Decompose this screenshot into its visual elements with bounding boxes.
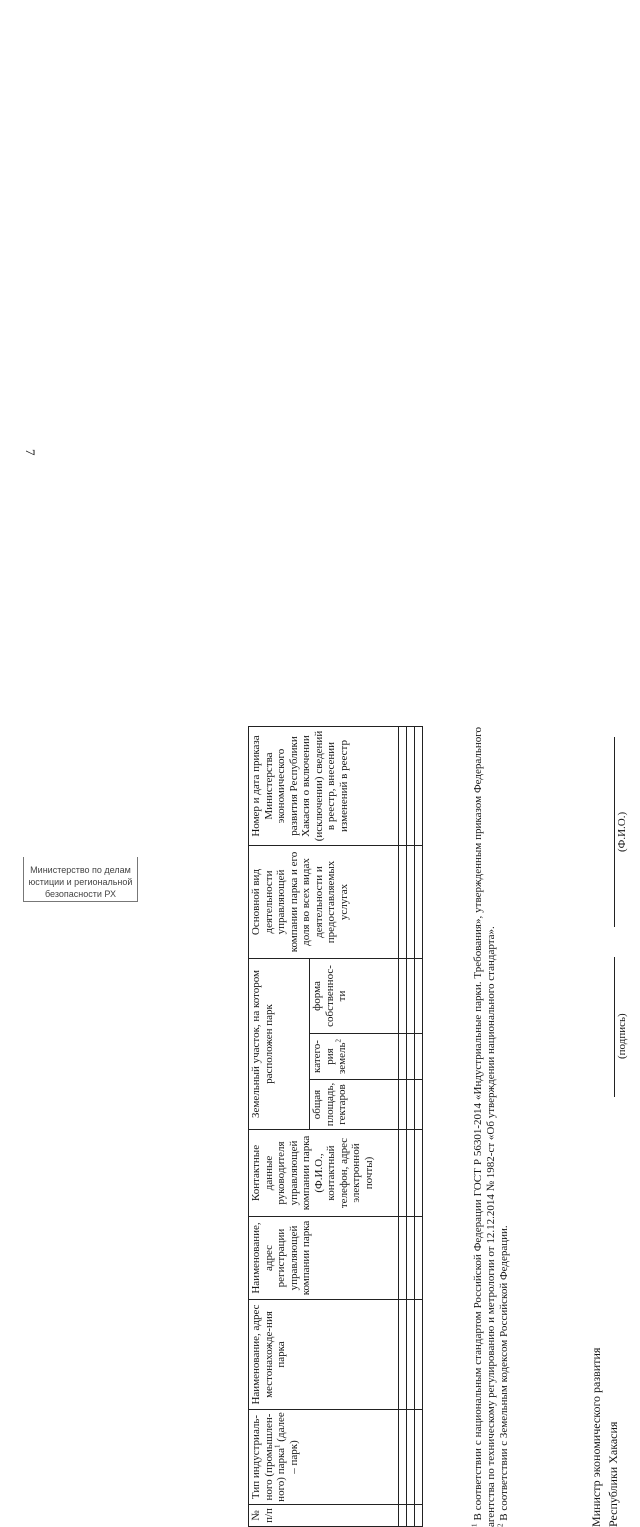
minister-title-line2: Республики Хакасия (605, 1348, 622, 1527)
header-land-area: общая площадь, гектаров (310, 1080, 399, 1130)
table-row (407, 727, 415, 1527)
minister-title-line1: Министр экономического развития (588, 1348, 605, 1527)
signature-line (614, 957, 615, 1097)
header-order: Номер и дата приказа Министерства экономического развития Республики Хакасия о включении (исключении) сведений в реестр, внесении изменений в реестр (249, 727, 399, 846)
stamp-line2: юстиции и региональной (24, 876, 137, 888)
footnotes (472, 727, 511, 1527)
park-registry-table (248, 726, 423, 1527)
header-park-type-tail: (далее – парк) (275, 1412, 300, 1474)
footnote-ref-1: 1 (273, 1444, 281, 1448)
page-number: 7 (22, 449, 38, 456)
header-park-type-text: Тип индустриаль-ного (промышлен-ного) парка (250, 1414, 287, 1502)
footnote-1-mark: 1 (470, 1524, 478, 1527)
header-park-type (249, 1410, 399, 1505)
stamp-line1: Министерство по делам (24, 864, 137, 876)
footnote-ref-2: 2 (335, 1039, 343, 1043)
footnote-2 (498, 727, 511, 1527)
footnote-2-text: В соответствии с Земельным кодексом Российской Федерации. (498, 1225, 510, 1520)
footnote-1-text: В соответствии с национальным стандартом Российской Федерации ГОСТ Р 56301-2014 «Индустриальные парки. Требования», утвержденным приказом Федерального агентства по техническому регулированию и метрологии от 12.12.2014 № 1982-ст «Об утверждении национального стандарта». (472, 727, 497, 1527)
stamp-line3: безопасности РХ (24, 888, 137, 900)
header-land-category-text: катего-рия земель (311, 1040, 348, 1074)
minister-title (588, 1348, 622, 1527)
header-land-group: Земельный участок, на котором расположен парк (249, 959, 310, 1130)
rotated-page-content (248, 727, 640, 1527)
header-company: Наименование, адрес регистрации управляющей компании парка (249, 1217, 399, 1300)
signature-caption: (подпись) (616, 1013, 628, 1059)
fio-caption: (Ф.И.О.) (616, 812, 628, 852)
fio-line (614, 737, 615, 927)
table-row (415, 727, 423, 1527)
table-row (399, 727, 407, 1527)
registration-stamp (23, 857, 138, 902)
header-contacts: Контактные данные руководителя управляющей компании парка (Ф.И.О., контактный телефон, адрес электронной почты) (249, 1130, 399, 1217)
footnote-1 (472, 727, 498, 1527)
header-land-category (310, 1034, 399, 1080)
header-activity: Основной вид деятельности управляющей компании парка и его доля во всех видах деятельности и предоставляемых услугах (249, 846, 399, 959)
header-number: № п/п (249, 1505, 399, 1527)
table-header-row (249, 727, 310, 1527)
header-name-address: Наименование, адрес местонахожде-ния парка (249, 1300, 399, 1410)
footnote-2-mark: 2 (496, 1524, 504, 1527)
header-land-ownership: форма собственнос-ти (310, 959, 399, 1034)
